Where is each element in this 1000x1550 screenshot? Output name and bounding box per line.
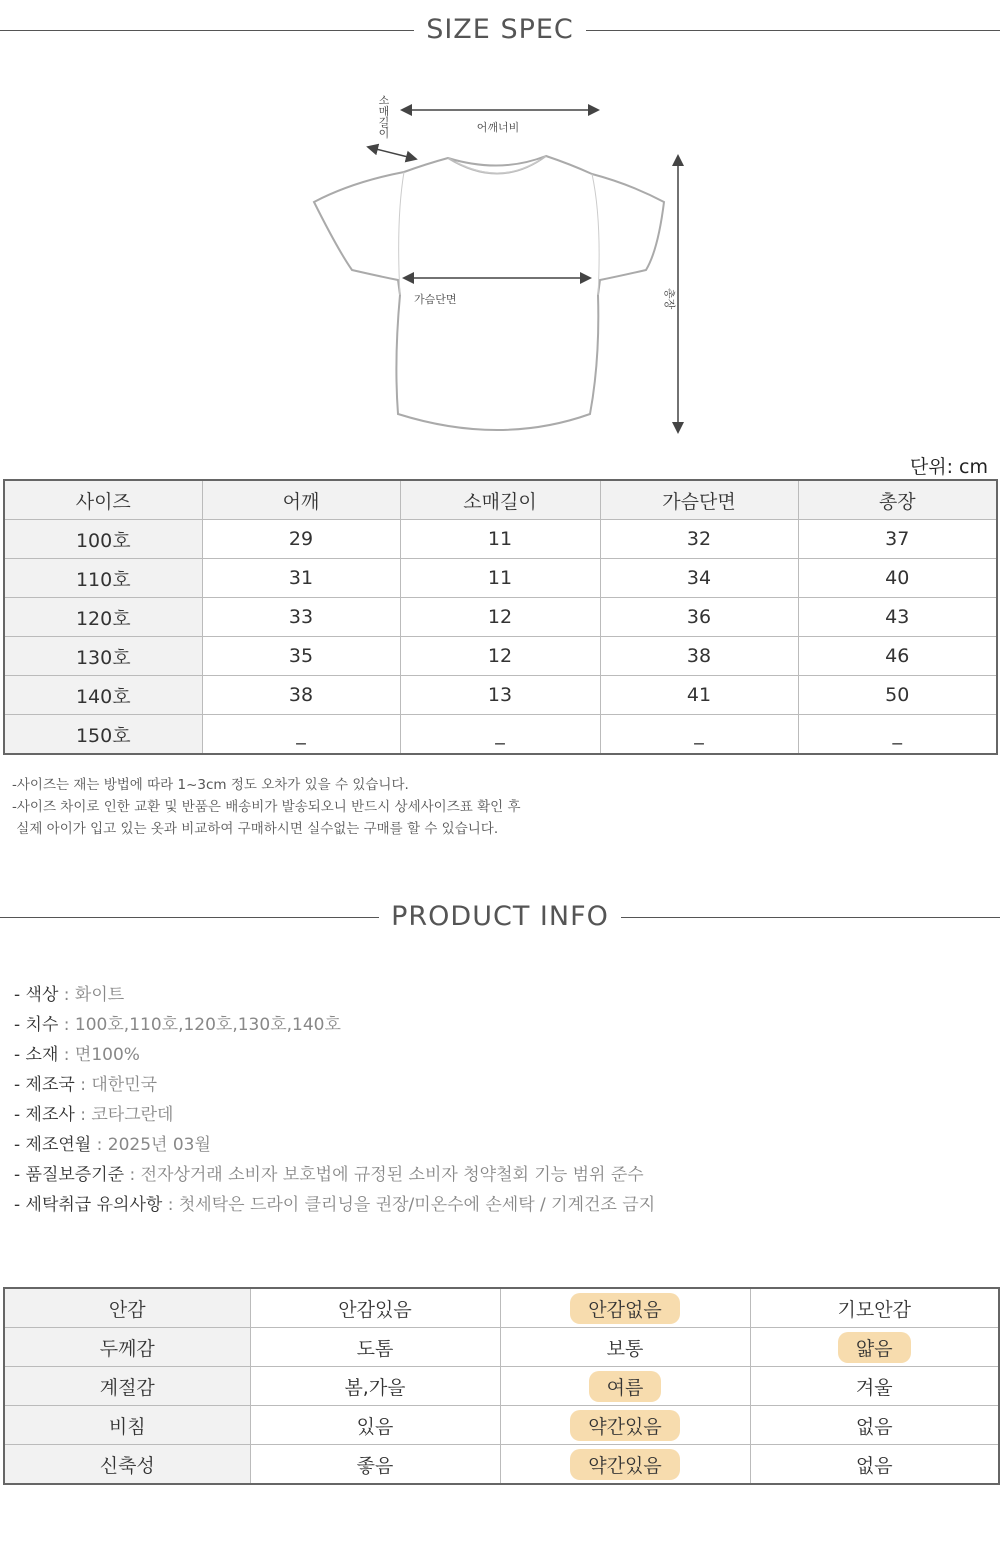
note-line: -사이즈 차이로 인한 교환 및 반품은 배송비가 발송되오니 반드시 상세사이즈표 확인 후 bbox=[12, 799, 521, 815]
feel-option-cell: 좋음 bbox=[250, 1445, 500, 1485]
product-info-item bbox=[14, 1040, 655, 1070]
product-info-key: - 소재 bbox=[14, 1045, 59, 1065]
product-info-key: - 세탁취급 유의사항 bbox=[14, 1195, 163, 1215]
product-info-value: : 면100% bbox=[58, 1045, 140, 1065]
feel-label-cell: 안감 bbox=[4, 1288, 250, 1328]
feel-option-cell: 봄,가을 bbox=[250, 1367, 500, 1406]
feel-table-row bbox=[4, 1328, 999, 1367]
product-info-value: : 전자상거래 소비자 보호법에 규정된 소비자 청약철회 기능 범위 준수 bbox=[124, 1165, 644, 1185]
size-label-cell: 130호 bbox=[4, 637, 202, 676]
fabric-feel-table bbox=[3, 1287, 1000, 1485]
product-info-item bbox=[14, 1130, 655, 1160]
product-info-item bbox=[14, 1100, 655, 1130]
size-value-cell: 36 bbox=[600, 598, 798, 637]
shoulder-label: 어깨너비 bbox=[476, 121, 520, 134]
size-value-cell: 37 bbox=[798, 520, 997, 559]
size-table-header-cell: 사이즈 bbox=[4, 480, 202, 520]
size-value-cell: 11 bbox=[400, 559, 600, 598]
size-table-row bbox=[4, 598, 997, 637]
feel-table-row bbox=[4, 1445, 999, 1485]
sleeve-label: 소 매 길 이 bbox=[378, 94, 390, 140]
size-value-cell: 38 bbox=[202, 676, 400, 715]
selected-option-badge: 약간있음 bbox=[570, 1449, 679, 1480]
unit-label: 단위: cm bbox=[909, 456, 988, 478]
product-info-value: : 2025년 03월 bbox=[91, 1135, 211, 1155]
note-line: -사이즈는 재는 방법에 따라 1~3cm 정도 오차가 있을 수 있습니다. bbox=[12, 777, 409, 793]
product-info-key: - 제조연월 bbox=[14, 1135, 92, 1155]
size-value-cell: 43 bbox=[798, 598, 997, 637]
size-table-header-cell: 가슴단면 bbox=[600, 480, 798, 520]
product-info-value: : 화이트 bbox=[58, 985, 125, 1005]
product-info-list bbox=[14, 980, 655, 1220]
feel-label-cell: 비침 bbox=[4, 1406, 250, 1445]
sleeve-arrow bbox=[372, 148, 412, 158]
product-info-key: - 색상 bbox=[14, 985, 59, 1005]
feel-label-cell: 신축성 bbox=[4, 1445, 250, 1485]
selected-option-badge: 여름 bbox=[589, 1371, 662, 1402]
size-value-cell: 12 bbox=[400, 637, 600, 676]
size-value-cell: 38 bbox=[600, 637, 798, 676]
size-value-cell: 32 bbox=[600, 520, 798, 559]
size-table-header-cell: 소매길이 bbox=[400, 480, 600, 520]
size-value-cell: 34 bbox=[600, 559, 798, 598]
size-table-header-cell: 총장 bbox=[798, 480, 997, 520]
size-table-row bbox=[4, 520, 997, 559]
size-table bbox=[3, 479, 998, 755]
product-info-item bbox=[14, 1070, 655, 1100]
feel-option-cell: 도톰 bbox=[250, 1328, 500, 1367]
size-notes bbox=[12, 774, 521, 840]
size-value-cell: 40 bbox=[798, 559, 997, 598]
size-value-cell: 31 bbox=[202, 559, 400, 598]
feel-option-cell bbox=[500, 1406, 750, 1445]
selected-option-badge: 얇음 bbox=[838, 1332, 911, 1363]
product-info-key: - 치수 bbox=[14, 1015, 59, 1035]
feel-table-row bbox=[4, 1367, 999, 1406]
length-label: 총장 bbox=[663, 288, 676, 310]
size-label-cell: 140호 bbox=[4, 676, 202, 715]
feel-option-cell: 기모안감 bbox=[750, 1288, 999, 1328]
feel-option-cell: 없음 bbox=[750, 1445, 999, 1485]
shirt-outline bbox=[314, 156, 664, 430]
selected-option-badge: 약간있음 bbox=[570, 1410, 679, 1441]
size-value-cell: 33 bbox=[202, 598, 400, 637]
size-spec-title: SIZE SPEC bbox=[414, 14, 586, 45]
size-table-row bbox=[4, 637, 997, 676]
size-table-header-cell: 어깨 bbox=[202, 480, 400, 520]
product-info-value: : 대한민국 bbox=[74, 1075, 158, 1095]
size-value-cell: _ bbox=[202, 715, 400, 755]
product-info-item bbox=[14, 1190, 655, 1220]
size-table-row bbox=[4, 676, 997, 715]
feel-option-cell: 있음 bbox=[250, 1406, 500, 1445]
product-info-item bbox=[14, 980, 655, 1010]
size-value-cell: 12 bbox=[400, 598, 600, 637]
product-info-item bbox=[14, 1010, 655, 1040]
feel-label-cell: 두께감 bbox=[4, 1328, 250, 1367]
feel-option-cell bbox=[500, 1288, 750, 1328]
product-info-key: - 제조국 bbox=[14, 1075, 75, 1095]
size-value-cell: _ bbox=[400, 715, 600, 755]
size-value-cell: 29 bbox=[202, 520, 400, 559]
size-value-cell: 50 bbox=[798, 676, 997, 715]
feel-option-cell: 없음 bbox=[750, 1406, 999, 1445]
size-value-cell: 35 bbox=[202, 637, 400, 676]
product-info-item bbox=[14, 1160, 655, 1190]
chest-label: 가슴단면 bbox=[414, 293, 457, 306]
size-value-cell: 13 bbox=[400, 676, 600, 715]
product-info-key: - 품질보증기준 bbox=[14, 1165, 125, 1185]
product-info-value: : 코타그란데 bbox=[74, 1105, 174, 1125]
size-label-cell: 110호 bbox=[4, 559, 202, 598]
size-value-cell: _ bbox=[600, 715, 798, 755]
product-info-value: : 첫세탁은 드라이 클리닝을 권장/미온수에 손세탁 / 기계건조 금지 bbox=[162, 1195, 656, 1215]
size-value-cell: _ bbox=[798, 715, 997, 755]
feel-option-cell: 보통 bbox=[500, 1328, 750, 1367]
size-table-header bbox=[4, 480, 997, 520]
size-table-row bbox=[4, 559, 997, 598]
feel-label-cell: 계절감 bbox=[4, 1367, 250, 1406]
feel-table-row bbox=[4, 1406, 999, 1445]
feel-table-row bbox=[4, 1288, 999, 1328]
product-info-title: PRODUCT INFO bbox=[379, 901, 621, 932]
size-value-cell: 11 bbox=[400, 520, 600, 559]
size-table-row bbox=[4, 715, 997, 755]
size-label-cell: 150호 bbox=[4, 715, 202, 755]
garment-diagram bbox=[300, 90, 720, 440]
product-info-key: - 제조사 bbox=[14, 1105, 75, 1125]
size-label-cell: 120호 bbox=[4, 598, 202, 637]
size-value-cell: 41 bbox=[600, 676, 798, 715]
product-info-value: : 100호,110호,120호,130호,140호 bbox=[58, 1015, 341, 1035]
feel-option-cell: 겨울 bbox=[750, 1367, 999, 1406]
selected-option-badge: 안감없음 bbox=[570, 1293, 679, 1324]
size-label-cell: 100호 bbox=[4, 520, 202, 559]
size-value-cell: 46 bbox=[798, 637, 997, 676]
note-line: 실제 아이가 입고 있는 옷과 비교하여 구매하시면 실수없는 구매를 할 수 있습니다. bbox=[12, 821, 499, 837]
product-info-heading bbox=[0, 897, 1000, 937]
size-spec-heading bbox=[0, 10, 1000, 50]
feel-option-cell bbox=[500, 1367, 750, 1406]
feel-option-cell bbox=[500, 1445, 750, 1485]
feel-option-cell: 안감있음 bbox=[250, 1288, 500, 1328]
feel-option-cell bbox=[750, 1328, 999, 1367]
